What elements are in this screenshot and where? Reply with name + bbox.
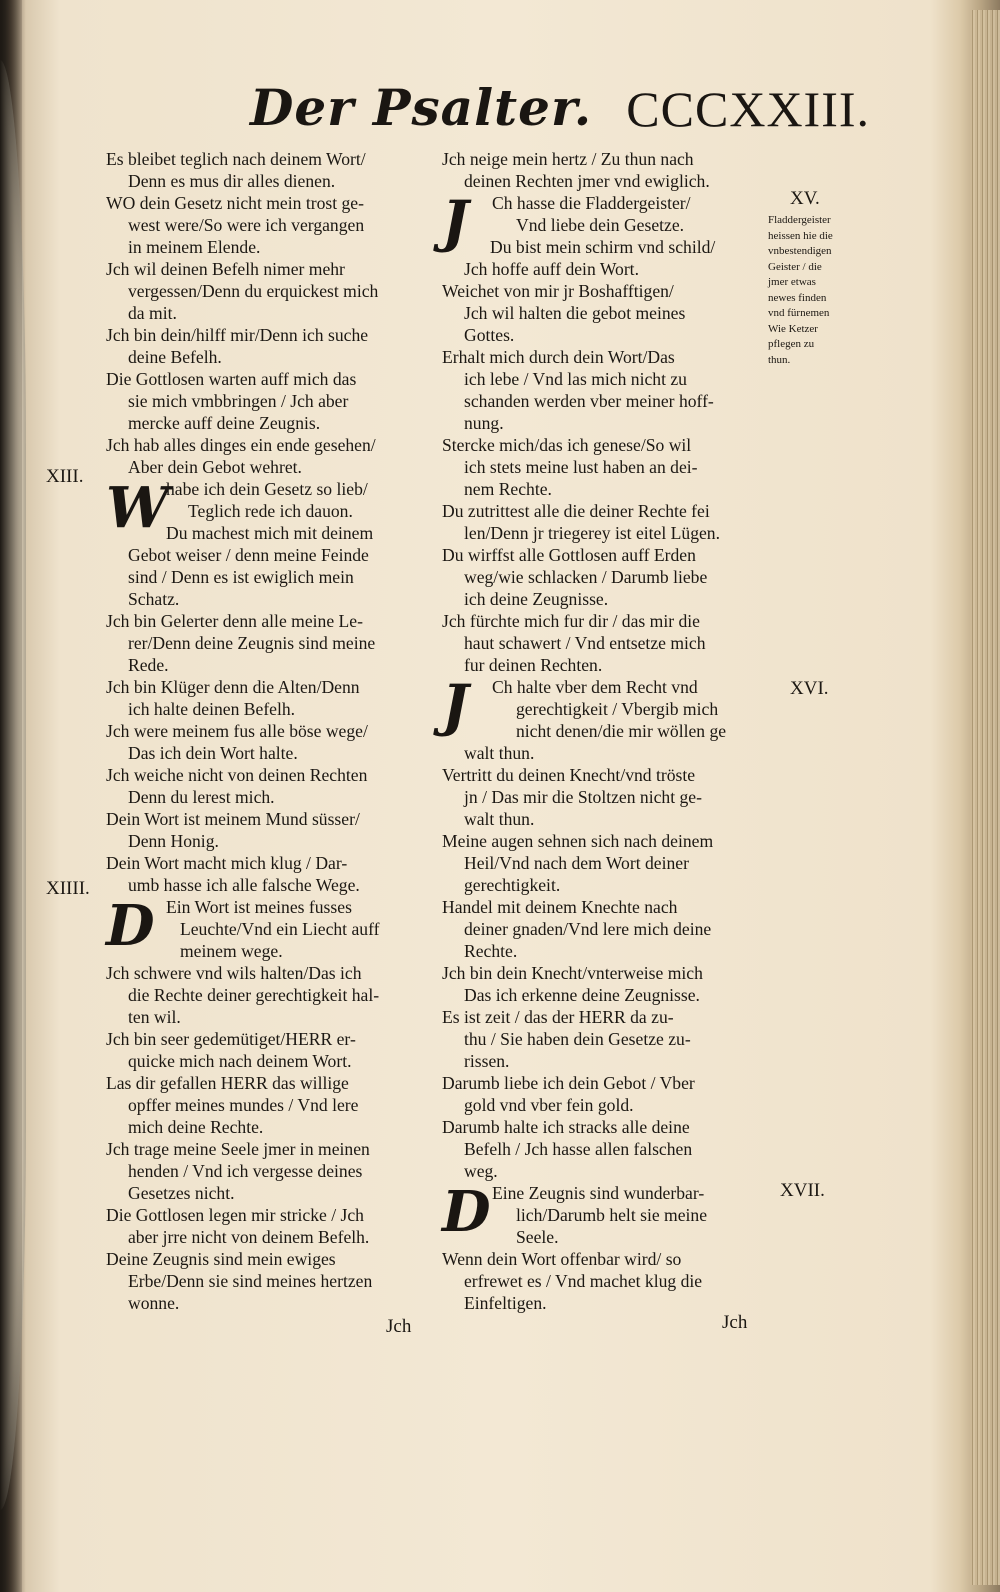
line-text: Du bist mein schirm vnd schild/ [490,237,716,257]
text-line [442,940,767,962]
text-line [442,522,767,544]
folio-number: CCCXXIII. [626,81,870,137]
text-line [106,984,424,1006]
line-text: Die Gottlosen warten auff mich das [106,369,357,389]
text-line [442,346,767,368]
text-line [442,1270,767,1292]
line-text: deinen Rechten jmer vnd ewiglich. [464,171,710,191]
line-text: Stercke mich/das ich genese/So wil [442,435,692,455]
gloss-line: vnd fürnemen [768,307,830,319]
text-line [106,1050,424,1072]
line-text: fur deinen Rechten. [464,655,603,675]
line-text: gold vnd vber fein gold. [464,1095,634,1115]
line-text: Jch bin dein/hilff mir/Denn ich suche [106,325,369,345]
running-title: Der Psalter. [250,78,593,137]
text-line [442,1138,767,1160]
line-text: sind / Denn es ist ewiglich mein [128,567,354,587]
text-line [106,1270,424,1292]
text-line [442,830,767,852]
text-line [442,1072,767,1094]
text-line [442,654,767,676]
text-line [442,302,767,324]
text-line [106,390,424,412]
gloss-line: heissen hie die [768,229,833,242]
gloss-line: pflegen zu [768,338,815,350]
line-text: deine Befelh. [128,347,222,367]
text-line [106,258,424,280]
text-line [442,698,767,720]
text-line [442,544,767,566]
line-text: Jch schwere vnd wils halten/Das ich [106,963,362,983]
text-line [442,720,767,742]
text-line [106,676,424,698]
text-line [106,324,424,346]
line-text: Du wirffst alle Gottlosen auff Erden [442,545,696,565]
drop-capital: W [106,475,169,541]
line-text: Aber dein Gebot wehret. [128,457,302,477]
line-text: Denn es mus dir alles dienen. [128,171,336,191]
text-line [442,1116,767,1138]
text-line [106,962,424,984]
text-line [106,852,424,874]
drop-capital: D [106,893,155,959]
text-line [442,170,767,192]
line-text: Denn Honig. [128,831,219,851]
line-text: meinem wege. [180,941,283,961]
line-text: Jch weiche nicht von deinen Rechten [106,765,368,785]
section-number-xiiii: XIIII. [46,878,90,899]
page-edges [970,10,1000,1585]
line-text: Das ich dein Wort halte. [128,743,298,763]
text-line [106,280,424,302]
line-text: Denn du lerest mich. [128,787,275,807]
text-line [442,236,767,258]
text-line [106,302,424,324]
line-text: Ein Wort ist meines fusses [166,897,352,917]
text-line [442,1050,767,1072]
gloss-line: Wie Ketzer [768,322,818,335]
text-line [106,236,424,258]
line-text: Jch were meinem fus alle böse wege/ [106,721,368,741]
line-text: weg/wie schlacken / Darumb liebe [464,567,708,587]
text-line [106,698,424,720]
text-line [442,1292,767,1314]
line-text: Darumb halte ich stracks alle deine [442,1117,690,1137]
line-text: nung. [464,413,504,433]
line-text: wonne. [128,1293,180,1313]
text-line [442,148,767,170]
text-line [106,1072,424,1094]
text-line [442,918,767,940]
line-text: Schatz. [128,589,180,609]
text-line [442,214,767,236]
line-text: jn / Das mir die Stoltzen nicht ge- [464,787,702,807]
text-line [442,258,767,280]
line-text: Gottes. [464,325,515,345]
text-line [106,1292,424,1314]
text-line [106,1182,424,1204]
line-text: mercke auff deine Zeugnis. [128,413,321,433]
line-text: Es ist zeit / das der HERR da zu- [442,1007,674,1027]
line-text: Vertritt du deinen Knecht/vnd tröste [442,765,696,785]
line-text: Ch hasse die Fladdergeister/ [492,193,691,213]
line-text: Erbe/Denn sie sind meines hertzen [128,1271,373,1291]
text-line [106,544,424,566]
line-text: Leuchte/Vnd ein Liecht auff [180,919,380,939]
text-line [442,874,767,896]
text-line [106,148,424,170]
line-text: da mit. [128,303,177,323]
text-line [106,192,424,214]
text-line [106,566,424,588]
line-text: rissen. [464,1051,510,1071]
line-text: Jch trage meine Seele jmer in meinen [106,1139,370,1159]
text-line [442,610,767,632]
line-text: walt thun. [464,809,535,829]
text-line [442,1006,767,1028]
text-line [106,214,424,236]
line-text: Es bleibet teglich nach deinem Wort/ [106,149,366,169]
line-text: Jch bin Klüger denn die Alten/Denn [106,677,360,697]
line-text: Weichet von mir jr Boshafftigen/ [442,281,674,301]
line-text: gerechtigkeit. [464,875,561,895]
gloss-line: vnbestendigen [768,245,832,257]
line-text: Handel mit deinem Knechte nach [442,897,678,917]
line-text: Rede. [128,655,169,675]
text-line [106,1116,424,1138]
text-line [106,346,424,368]
line-text: Jch wil halten die gebot meines [464,303,686,323]
line-text: Ch halte vber dem Recht vnd [492,677,698,697]
line-text: gerechtigkeit / Vbergib mich [516,699,719,719]
line-text: Meine augen sehnen sich nach deinem [442,831,714,851]
text-line [442,566,767,588]
line-text: ich deine Zeugnisse. [464,589,609,609]
line-text: Deine Zeugnis sind mein ewiges [106,1249,336,1269]
text-line [442,500,767,522]
line-text: Einfeltigen. [464,1293,547,1313]
text-line [442,742,767,764]
line-text: mich deine Rechte. [128,1117,264,1137]
drop-capital: D [442,1179,491,1245]
line-text: Jch fürchte mich fur dir / das mir die [442,611,700,631]
line-text: Jch bin Gelerter denn alle meine Le- [106,611,363,631]
section-number-xvi: XVI. [790,678,829,699]
line-text: Jch neige mein hertz / Zu thun nach [442,149,694,169]
text-line [106,742,424,764]
line-text: Befelh / Jch hasse allen falschen [464,1139,693,1159]
line-text: west were/So were ich vergangen [128,215,365,235]
gloss-line: Geister / die [768,260,822,273]
text-line [442,786,767,808]
line-text: Du zutrittest alle die deiner Rechte fei [442,501,710,521]
line-text: Dein Wort ist meinem Mund süsser/ [106,809,360,829]
line-text: umb hasse ich alle falsche Wege. [128,875,360,895]
line-text: die Rechte deiner gerechtigkeit hal- [128,985,380,1005]
text-line [106,610,424,632]
text-line [106,170,424,192]
line-text: nicht denen/die mir wöllen ge [516,721,727,741]
text-line [442,1248,767,1270]
line-text: quicke mich nach deinem Wort. [128,1051,352,1071]
line-text: Jch bin dein Knecht/vnterweise mich [442,963,703,983]
line-text: Vnd liebe dein Gesetze. [516,215,685,235]
text-line [442,808,767,830]
text-line [106,1028,424,1050]
text-line [106,764,424,786]
page-header [250,78,870,148]
gloss-line: newes finden [768,291,827,304]
text-line [106,1160,424,1182]
line-text: thu / Sie haben dein Gesetze zu- [464,1029,691,1049]
text-line [442,478,767,500]
line-text: opffer meines mundes / Vnd lere [128,1095,359,1115]
text-line [106,720,424,742]
section-number-xv: XV. [790,188,820,209]
text-line [442,632,767,654]
gloss-line: jmer etwas [768,276,816,288]
text-line [442,896,767,918]
text-line [106,412,424,434]
line-text: Erhalt mich durch dein Wort/Das [442,347,675,367]
text-line [106,1226,424,1248]
text-line [442,434,767,456]
line-text: Du machest mich mit deinem [166,523,374,543]
text-line [106,1204,424,1226]
line-text: Jch hab alles dinges ein ende gesehen/ [106,435,376,455]
line-text: Jch bin seer gedemütiget/HERR er- [106,1029,356,1049]
text-line [442,1028,767,1050]
line-text: lich/Darumb helt sie meine [516,1205,708,1225]
drop-capital: J [442,673,469,739]
line-text: habe ich dein Gesetz so lieb/ [166,479,368,499]
text-line [106,1248,424,1270]
text-line [442,984,767,1006]
line-text: ich lebe / Vnd las mich nicht zu [464,369,687,389]
text-line [106,830,424,852]
text-line [106,786,424,808]
line-text: rer/Denn deine Zeugnis sind meine [128,633,376,653]
line-text: aber jrre nicht von deinem Befelh. [128,1227,370,1247]
left-text-column [106,148,424,1314]
line-text: schanden werden vber meiner hoff- [464,391,714,411]
line-text: Rechte. [464,941,518,961]
marginal-gloss [768,213,858,368]
line-text: Eine Zeugnis sind wunderbar- [492,1183,705,1203]
line-text: sie mich vmbbringen / Jch aber [128,391,349,411]
line-text: weg. [464,1161,498,1181]
line-text: len/Denn jr triegerey ist eitel Lügen. [464,523,720,543]
line-text: ten wil. [128,1007,181,1027]
text-line [106,1138,424,1160]
gloss-line: thun. [768,353,791,366]
text-line [442,1094,767,1116]
spine-shadow [0,0,22,1592]
line-text: nem Rechte. [464,479,552,499]
text-line [106,1006,424,1028]
line-text: Teglich rede ich dauon. [188,501,353,521]
catchword-left: Jch [386,1316,412,1337]
text-line [106,434,424,456]
text-line [442,764,767,786]
text-line [442,456,767,478]
line-text: walt thun. [464,743,535,763]
section-number-xvii: XVII. [780,1180,825,1201]
text-line [442,588,767,610]
line-text: erfrewet es / Vnd machet klug die [464,1271,703,1291]
line-text: Dein Wort macht mich klug / Dar- [106,853,348,873]
line-text: Jch hoffe auff dein Wort. [464,259,639,279]
line-text: ich stets meine lust haben an dei- [464,457,698,477]
line-text: vergessen/Denn du erquickest mich [128,281,379,301]
gloss-line: Fladdergeister [768,214,831,226]
line-text: in meinem Elende. [128,237,261,257]
text-line [442,962,767,984]
text-line [106,654,424,676]
text-line [442,324,767,346]
text-line [442,412,767,434]
drop-capital: J [442,189,469,255]
line-text: Das ich erkenne deine Zeugnisse. [464,985,700,1005]
text-line [442,280,767,302]
line-text: deiner gnaden/Vnd lere mich deine [464,919,712,939]
line-text: Jch wil deinen Befelh nimer mehr [106,259,345,279]
text-line [442,390,767,412]
line-text: ich halte deinen Befelh. [128,699,296,719]
section-number-xiii: XIII. [46,466,84,487]
text-line [106,1094,424,1116]
catchword-right: Jch [722,1312,748,1333]
line-text: Wenn dein Wort offenbar wird/ so [442,1249,682,1269]
line-text: Darumb liebe ich dein Gebot / Vber [442,1073,695,1093]
line-text: Die Gottlosen legen mir stricke / Jch [106,1205,364,1225]
text-line [442,368,767,390]
text-line [442,852,767,874]
line-text: Las dir gefallen HERR das willige [106,1073,349,1093]
line-text: haut schawert / Vnd entsetze mich [464,633,706,653]
text-line [106,632,424,654]
text-line [106,368,424,390]
line-text: WO dein Gesetz nicht mein trost ge- [106,193,364,213]
line-text: Heil/Vnd nach dem Wort deiner [464,853,689,873]
right-text-column [442,148,767,1314]
line-text: Gebot weiser / denn meine Feinde [128,545,369,565]
text-line [106,808,424,830]
line-text: Gesetzes nicht. [128,1183,235,1203]
line-text: henden / Vnd ich vergesse deines [128,1161,363,1181]
text-line [106,588,424,610]
line-text: Seele. [516,1227,559,1247]
